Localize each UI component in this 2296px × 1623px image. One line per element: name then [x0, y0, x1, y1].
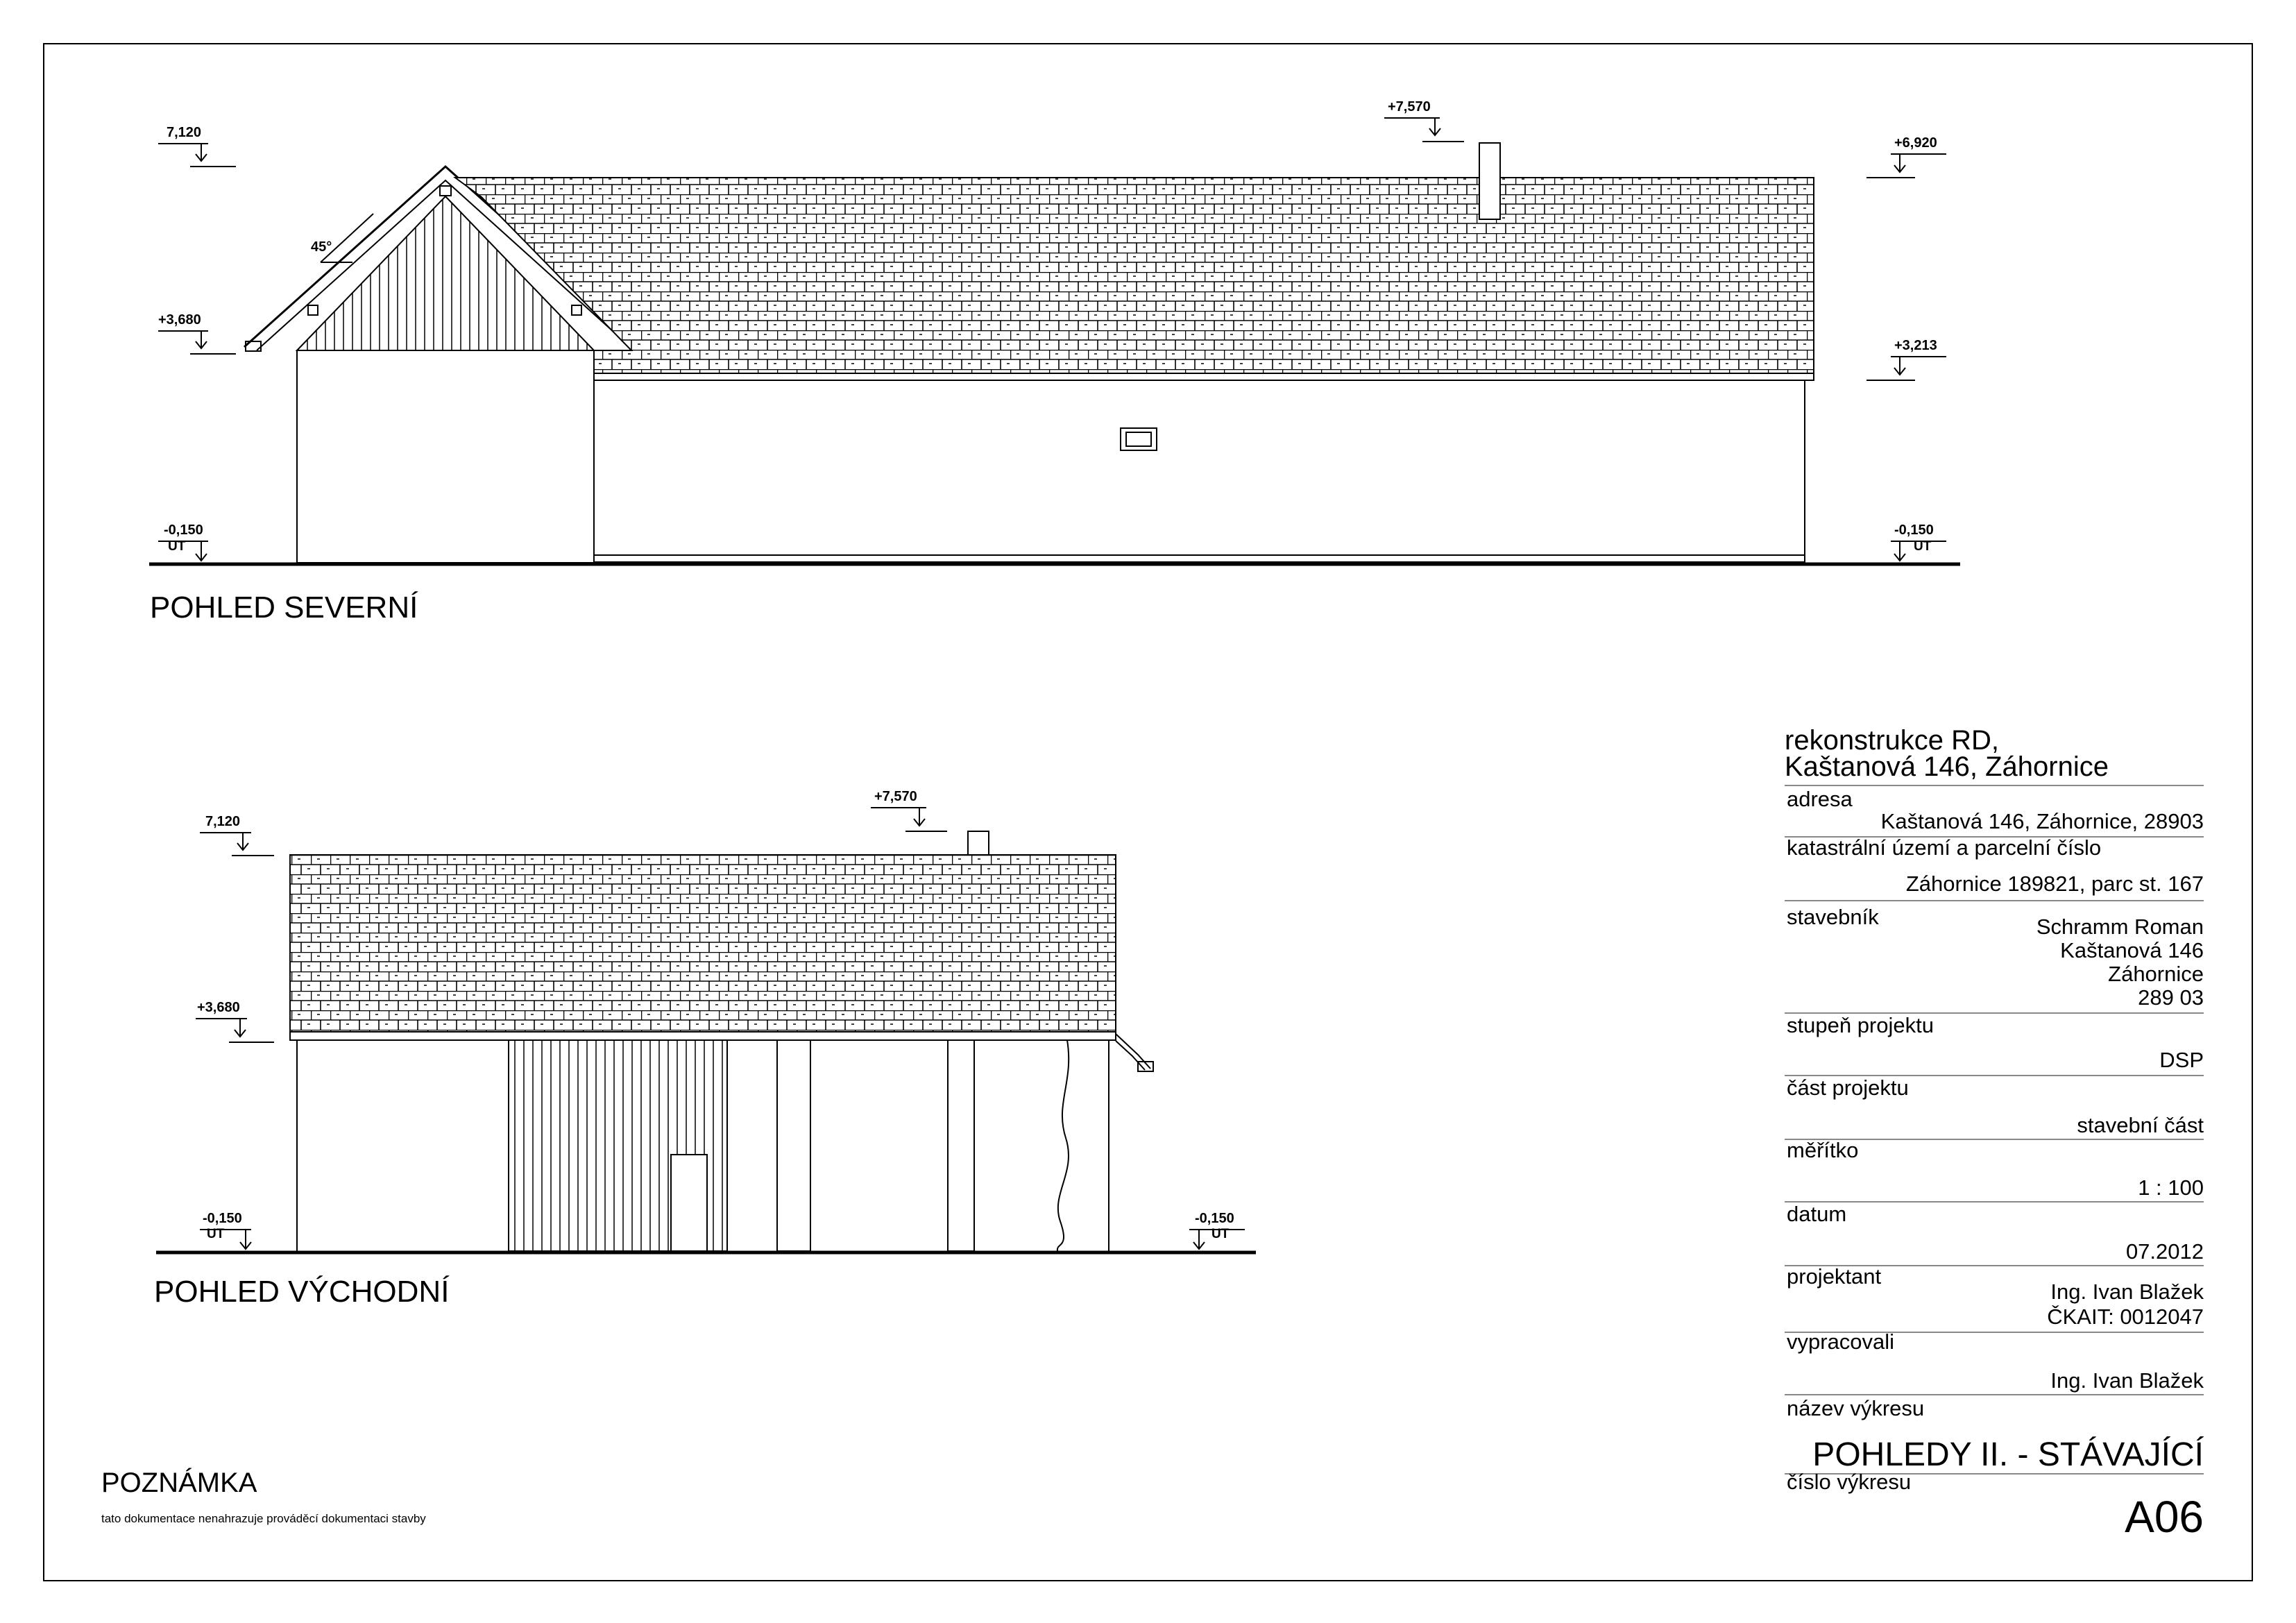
- address-value: Kaštanová 146, Záhornice, 28903: [1880, 809, 2204, 833]
- stage-label: stupeň projektu: [1787, 1013, 1934, 1037]
- drawing-name-value: POHLEDY II. - STÁVAJÍCÍ: [1812, 1436, 2204, 1473]
- date-label: datum: [1787, 1202, 1847, 1226]
- east-level-left-eave: [196, 1000, 274, 1042]
- drawing-name-label: název výkresu: [1787, 1396, 1925, 1420]
- level-value: +6,920: [1894, 135, 1937, 151]
- east-break-line: [1057, 1040, 1069, 1251]
- east-elevation: [154, 789, 1256, 1309]
- builder-town: Záhornice: [2108, 962, 2204, 986]
- north-main-roof: [455, 178, 1814, 378]
- level-value: -0,150: [1195, 1211, 1234, 1226]
- north-level-right-top: [1866, 135, 1946, 178]
- north-elevation: [149, 99, 1960, 624]
- scale-label: měřítko: [1787, 1138, 1859, 1162]
- north-ridge-finial: [440, 186, 451, 196]
- scale-value: 1 : 100: [2138, 1175, 2204, 1200]
- east-level-left-ground: [200, 1211, 251, 1249]
- part-value: stavební část: [2077, 1113, 2204, 1137]
- designer-label: projektant: [1787, 1264, 1882, 1289]
- east-post-2: [948, 1040, 974, 1251]
- east-eave-fascia: [290, 1032, 1116, 1040]
- level-value: -0,150: [1894, 522, 1934, 538]
- east-level-right-ground: [1189, 1211, 1245, 1249]
- east-gutter: [1116, 1034, 1150, 1069]
- builder-name: Schramm Roman: [2036, 915, 2204, 939]
- north-level-right-eave: [1866, 338, 1946, 380]
- north-vent-left: [308, 305, 318, 315]
- east-chimney: [968, 831, 989, 855]
- angle-label: 45°: [311, 239, 332, 255]
- east-gutter-inner: [1116, 1041, 1145, 1070]
- east-roof: [290, 855, 1116, 1032]
- level-value: +7,570: [874, 789, 917, 804]
- designer-name: Ing. Ivan Blažek: [2050, 1280, 2204, 1304]
- drawing-number-value: A06: [2125, 1492, 2204, 1542]
- level-value: +3,680: [197, 1000, 240, 1015]
- level-value: 7,120: [205, 814, 241, 829]
- cadastre-label: katastrální území a parcelní číslo: [1787, 835, 2102, 860]
- north-gable-wall: [297, 350, 594, 563]
- level-tag: UT: [1914, 539, 1932, 554]
- north-window-inner: [1126, 432, 1151, 446]
- north-level-left-eave: [158, 312, 236, 354]
- cadastre-value: Záhornice 189821, parc st. 167: [1905, 872, 2204, 896]
- drawing-number-label: číslo výkresu: [1787, 1470, 1912, 1494]
- level-tag: UT: [168, 539, 186, 554]
- north-level-chimney: [1384, 99, 1464, 142]
- north-chimney: [1479, 143, 1500, 219]
- prepared-value: Ing. Ivan Blažek: [2050, 1368, 2204, 1393]
- part-label: část projektu: [1787, 1076, 1909, 1100]
- east-view-title: POHLED VÝCHODNÍ: [154, 1275, 450, 1309]
- title-block: [1785, 725, 2204, 1542]
- level-tag: UT: [207, 1227, 225, 1241]
- level-value: -0,150: [203, 1211, 242, 1226]
- north-level-left-ground: [158, 522, 208, 561]
- builder-zip: 289 03: [2138, 985, 2204, 1010]
- date-value: 07.2012: [2125, 1239, 2204, 1264]
- project-name-line2: Kaštanová 146, Záhornice: [1785, 751, 2109, 782]
- stage-value: DSP: [2159, 1048, 2204, 1072]
- prepared-label: vypracovali: [1787, 1329, 1895, 1354]
- north-eave-fascia: [594, 373, 1814, 380]
- note-text: tato dokumentace nenahrazuje prováděcí dokumentaci stavby: [101, 1512, 426, 1525]
- north-view-title: POHLED SEVERNÍ: [150, 590, 418, 624]
- level-value: +3,213: [1894, 338, 1937, 353]
- address-label: adresa: [1787, 787, 1853, 811]
- designer-ckait: ČKAIT: 0012047: [2047, 1305, 2204, 1329]
- east-door: [671, 1155, 707, 1251]
- north-level-left-top: [158, 125, 236, 167]
- north-main-wall: [594, 380, 1805, 562]
- level-value: +3,680: [158, 312, 201, 328]
- note-block: [101, 1467, 426, 1525]
- east-level-left-top: [200, 814, 274, 856]
- project-name-line1: rekonstrukce RD,: [1785, 725, 1999, 756]
- east-post-1: [777, 1040, 810, 1251]
- level-value: 7,120: [167, 125, 202, 140]
- north-level-right-ground: [1891, 522, 1946, 561]
- note-heading: POZNÁMKA: [101, 1468, 257, 1498]
- level-value: +7,570: [1388, 99, 1431, 114]
- north-vent-right: [572, 305, 581, 315]
- builder-street: Kaštanová 146: [2060, 938, 2204, 962]
- level-tag: UT: [1211, 1227, 1230, 1241]
- builder-label: stavebník: [1787, 905, 1879, 929]
- east-level-chimney: [871, 789, 947, 831]
- level-value: -0,150: [164, 522, 203, 538]
- north-roof-angle: [311, 214, 373, 262]
